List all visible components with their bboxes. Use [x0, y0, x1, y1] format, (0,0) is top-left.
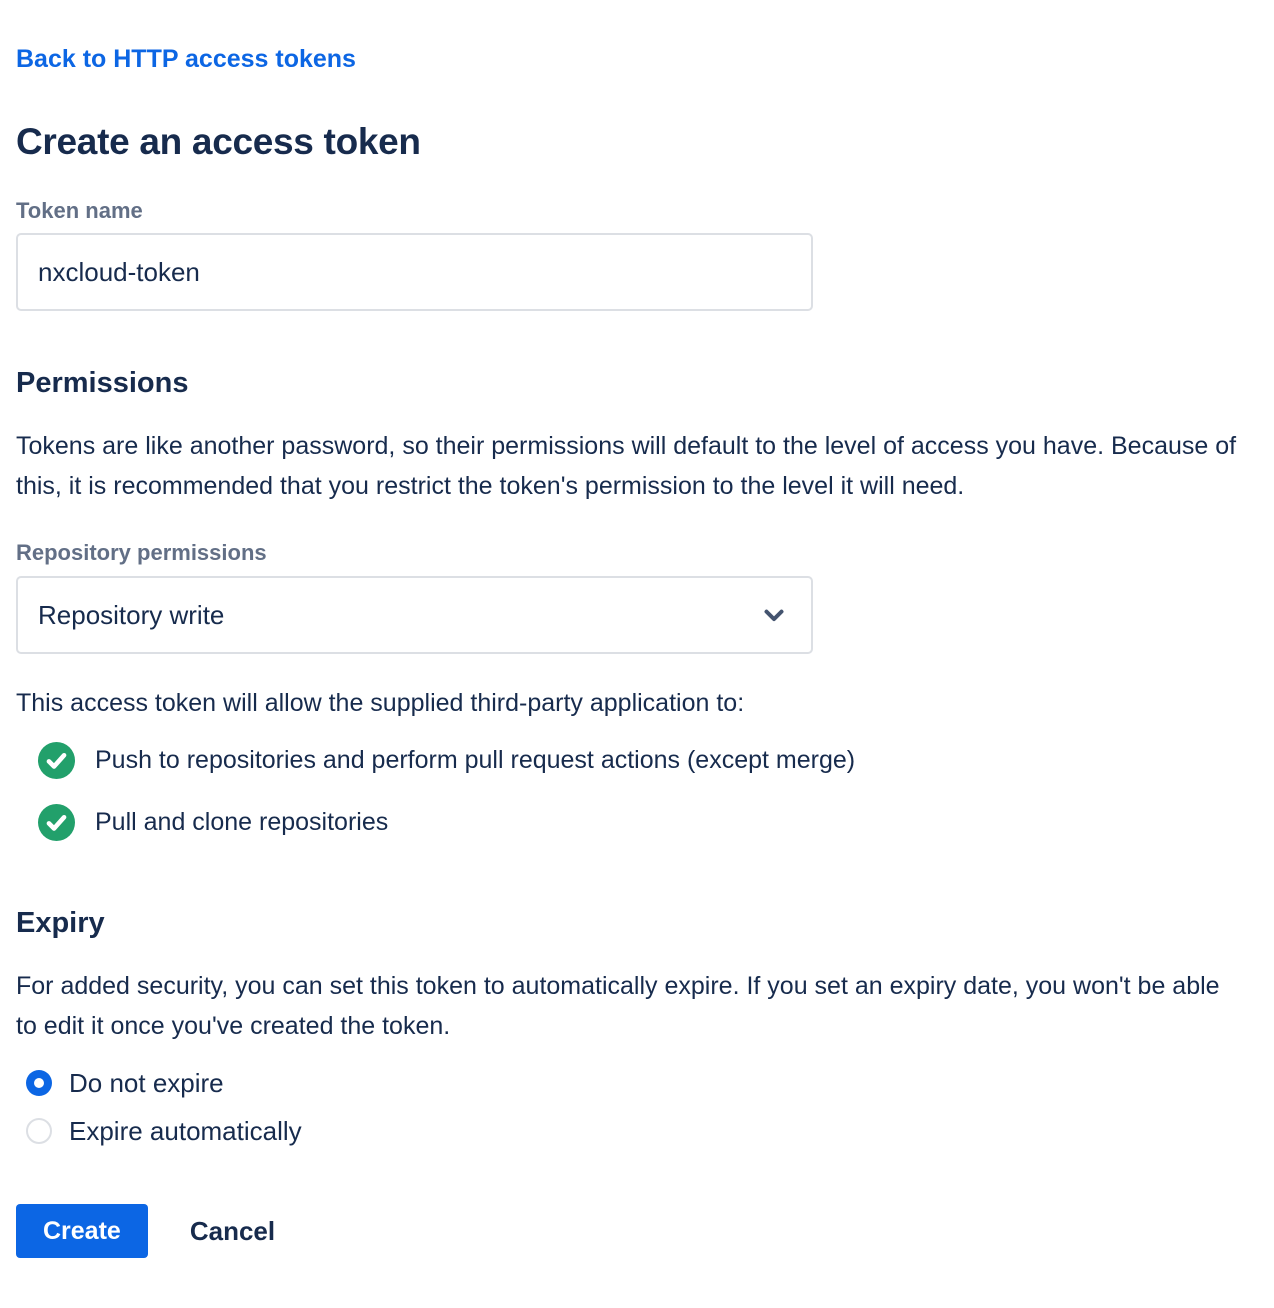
radio-label: Do not expire	[69, 1067, 224, 1098]
cancel-button[interactable]: Cancel	[189, 1215, 276, 1246]
expiry-radio-group	[16, 1067, 1258, 1147]
radio-button-unselected[interactable]	[26, 1118, 52, 1144]
expiry-description: For added security, you can set this token to automatically expire. If you set an expiry date, you won't be able to edit it once you've created the token.	[16, 972, 1220, 1040]
form-actions	[16, 1204, 1258, 1258]
token-name-input[interactable]	[16, 233, 813, 311]
scopes-intro: This access token will allow the supplied third-party application to:	[16, 689, 745, 717]
token-name-label: Token name	[16, 198, 143, 223]
repository-permissions-selected-value: Repository write	[38, 599, 225, 630]
create-button[interactable]: Create	[16, 1204, 148, 1258]
page-title: Create an access token	[16, 121, 421, 162]
permissions-description: Tokens are like another password, so their permissions will default to the level of access you have. Because of this, it is recommended that you restrict the token's permission to the level it will need.	[16, 432, 1237, 500]
radio-button-selected[interactable]	[26, 1070, 52, 1096]
radio-do-not-expire[interactable]	[26, 1067, 1258, 1099]
radio-expire-automatically[interactable]	[26, 1115, 1258, 1147]
back-link[interactable]: Back to HTTP access tokens	[16, 45, 356, 73]
repository-permissions-select[interactable]	[16, 576, 813, 654]
permissions-heading: Permissions	[16, 367, 189, 399]
chevron-down-icon	[759, 600, 789, 630]
scope-list	[16, 742, 1258, 841]
check-circle-icon	[38, 804, 75, 841]
check-circle-icon	[38, 742, 75, 779]
scope-item	[38, 804, 1258, 841]
radio-label: Expire automatically	[69, 1115, 302, 1146]
repository-permissions-label: Repository permissions	[16, 540, 267, 565]
expiry-heading: Expiry	[16, 907, 105, 939]
scope-item-label: Push to repositories and perform pull request actions (except merge)	[95, 746, 856, 774]
scope-item	[38, 742, 1258, 779]
scope-item-label: Pull and clone repositories	[95, 808, 389, 836]
